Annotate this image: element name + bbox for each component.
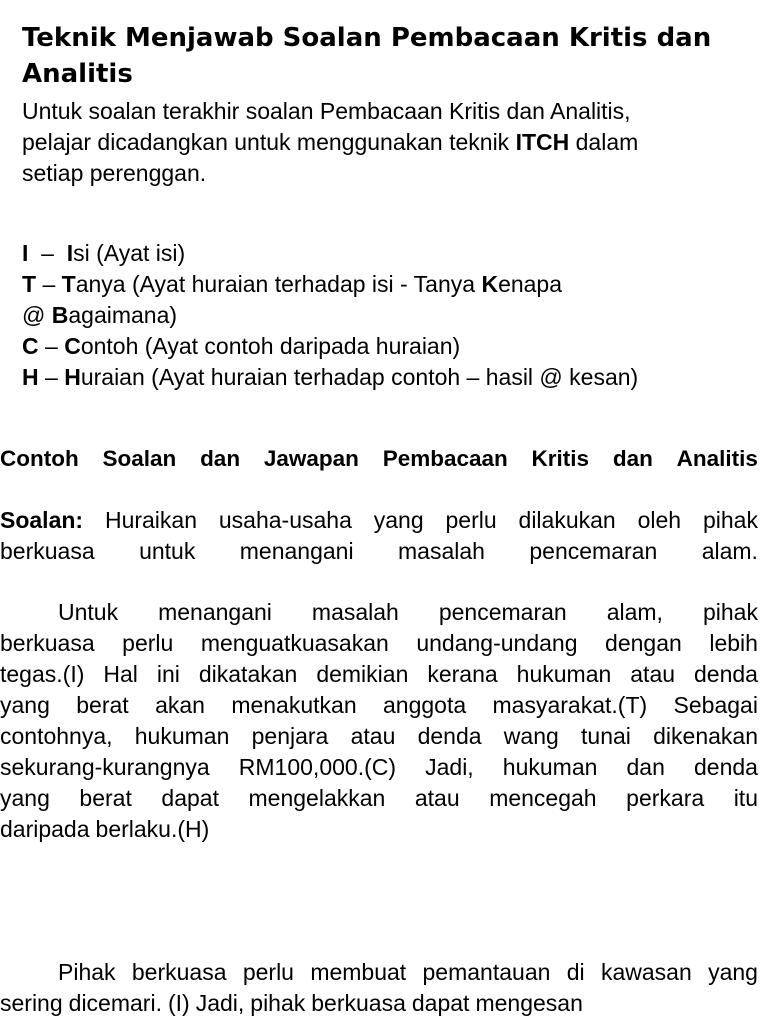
word: kerana bbox=[427, 661, 498, 687]
word: anggota bbox=[383, 692, 467, 718]
word: undang-undang bbox=[416, 630, 578, 656]
word: pihak bbox=[702, 507, 758, 533]
question-paragraph bbox=[0, 505, 758, 567]
word: dikenakan bbox=[653, 723, 758, 749]
itch-letter: C bbox=[22, 333, 39, 359]
word: perlu bbox=[122, 630, 174, 656]
word: oleh bbox=[637, 507, 682, 533]
word: menangani bbox=[158, 599, 272, 625]
word: usaha-usaha bbox=[218, 507, 352, 533]
word: dilakukan bbox=[518, 507, 616, 533]
word: untuk bbox=[139, 538, 196, 564]
word: denda bbox=[417, 723, 482, 749]
word: berkuasa bbox=[131, 959, 227, 985]
itch-item-i bbox=[22, 238, 752, 269]
heading-word: Analitis bbox=[676, 446, 758, 471]
word: Huraikan bbox=[104, 507, 197, 533]
itch-initial: K bbox=[481, 271, 499, 297]
word: penjara bbox=[251, 723, 329, 749]
itch-dash: – bbox=[38, 333, 65, 359]
heading-word: Kritis bbox=[531, 446, 590, 471]
word: berkuasa bbox=[0, 630, 95, 656]
answer-paragraph-2 bbox=[0, 957, 758, 1019]
word: kawasan bbox=[600, 959, 692, 985]
word: menangani bbox=[239, 538, 354, 564]
itch-initial: I bbox=[66, 240, 74, 266]
word: pihak bbox=[250, 990, 306, 1016]
word: sekurang-kurangnya bbox=[0, 754, 210, 780]
itch-item-h bbox=[22, 362, 752, 393]
itch-letter: H bbox=[22, 364, 39, 390]
answer-line bbox=[0, 814, 758, 845]
word: denda bbox=[693, 754, 758, 780]
answer-line bbox=[0, 721, 758, 752]
word: dan bbox=[626, 754, 665, 780]
word: RM100,000.(C) bbox=[238, 754, 397, 780]
word: mengesan bbox=[475, 990, 583, 1016]
intro-line: Untuk soalan terakhir soalan Pembacaan Kritis dan Analitis, bbox=[22, 98, 631, 124]
section-heading bbox=[0, 444, 758, 474]
itch-initial: H bbox=[64, 364, 81, 390]
itch-description: anya (Ayat huraian terhadap isi - Tanya bbox=[75, 271, 482, 297]
itch-description: si (Ayat isi) bbox=[73, 240, 186, 266]
word: wang bbox=[503, 723, 559, 749]
word: hukuman bbox=[502, 754, 598, 780]
word: perkara bbox=[626, 785, 705, 811]
word: demikian bbox=[316, 661, 409, 687]
answer-line bbox=[0, 752, 758, 783]
heading-word: dan bbox=[612, 446, 653, 471]
itch-description: ontoh (Ayat contoh daripada huraian) bbox=[80, 333, 461, 359]
word: mengelakkan bbox=[248, 785, 386, 811]
itch-list bbox=[22, 238, 752, 393]
word: yang bbox=[708, 959, 758, 985]
word: Sebagai bbox=[673, 692, 758, 718]
word: perlu bbox=[445, 507, 497, 533]
word: dicemari. bbox=[68, 990, 162, 1016]
itch-item-t-cont bbox=[22, 300, 752, 331]
word: berkuasa bbox=[311, 990, 406, 1016]
itch-description: enapa bbox=[498, 271, 563, 297]
word: yang bbox=[0, 785, 50, 811]
itch-initial: T bbox=[61, 271, 76, 297]
answer-line bbox=[0, 957, 758, 988]
word: berat bbox=[76, 692, 129, 718]
word: akan bbox=[155, 692, 205, 718]
itch-description: uraian (Ayat huraian terhadap contoh – hasil @ kesan) bbox=[80, 364, 639, 390]
itch-item-c bbox=[22, 331, 752, 362]
word: alam, bbox=[606, 599, 663, 625]
question-line bbox=[0, 536, 758, 567]
heading-word: Soalan bbox=[102, 446, 177, 471]
word: mencegah bbox=[489, 785, 597, 811]
itch-item-t bbox=[22, 269, 752, 300]
word: berkuasa bbox=[0, 538, 95, 564]
word: Jadi, bbox=[425, 754, 474, 780]
word: alam. bbox=[701, 538, 758, 564]
word: atau bbox=[630, 661, 676, 687]
intro-line bbox=[22, 127, 742, 158]
word: dapat bbox=[161, 785, 219, 811]
word: Pihak bbox=[58, 959, 116, 985]
word: dengan bbox=[605, 630, 682, 656]
itch-description: agaimana) bbox=[68, 302, 178, 328]
word: Jadi, bbox=[195, 990, 245, 1016]
itch-dash: – bbox=[38, 364, 65, 390]
word: atau bbox=[414, 785, 460, 811]
itch-initial: C bbox=[64, 333, 81, 359]
word: pihak bbox=[702, 599, 758, 625]
intro-paragraph bbox=[22, 96, 742, 189]
word: dikatakan bbox=[198, 661, 298, 687]
word: tegas.(I) bbox=[0, 661, 85, 687]
word: hukuman bbox=[134, 723, 230, 749]
word: atau bbox=[350, 723, 396, 749]
intro-text: dalam bbox=[569, 129, 639, 155]
word: Hal bbox=[103, 661, 138, 687]
word: di bbox=[566, 959, 585, 985]
answer-line bbox=[0, 628, 758, 659]
answer-line bbox=[0, 659, 758, 690]
answer-paragraph-1 bbox=[0, 597, 758, 845]
word: hukuman bbox=[516, 661, 612, 687]
itch-initial: B bbox=[51, 302, 69, 328]
word: pencemaran bbox=[529, 538, 658, 564]
itch-letter: I bbox=[22, 240, 29, 266]
word: tunai bbox=[581, 723, 631, 749]
document-title: Teknik Menjawab Soalan Pembacaan Kritis dan Analitis bbox=[22, 23, 712, 89]
word: itu bbox=[733, 785, 758, 811]
word: lebih bbox=[709, 630, 758, 656]
word: menguatkuasakan bbox=[200, 630, 389, 656]
word: berlaku.(H) bbox=[95, 816, 210, 842]
word: pencemaran bbox=[438, 599, 567, 625]
word: yang bbox=[373, 507, 424, 533]
answer-line bbox=[0, 690, 758, 721]
itch-letter: T bbox=[22, 271, 37, 297]
heading-word: Contoh bbox=[0, 446, 79, 471]
itch-description: @ bbox=[22, 302, 52, 328]
word: berat bbox=[79, 785, 132, 811]
heading-word: Pembacaan bbox=[382, 446, 508, 471]
heading-word: Jawapan bbox=[263, 446, 359, 471]
word: menakutkan bbox=[231, 692, 357, 718]
itch-dash: – bbox=[28, 240, 67, 266]
word: ini bbox=[156, 661, 180, 687]
heading-word: dan bbox=[200, 446, 241, 471]
word: masalah bbox=[398, 538, 485, 564]
word: yang bbox=[0, 692, 50, 718]
answer-line bbox=[0, 597, 758, 628]
word: pemantauan bbox=[422, 959, 551, 985]
word: masalah bbox=[311, 599, 399, 625]
word: Untuk bbox=[58, 599, 119, 625]
answer-line bbox=[0, 988, 758, 1019]
intro-text: pelajar dicadangkan untuk menggunakan teknik bbox=[22, 129, 516, 155]
word: daripada bbox=[0, 816, 90, 842]
word: masyarakat.(T) bbox=[492, 692, 648, 718]
word: perlu bbox=[242, 959, 294, 985]
question-label: Soalan: bbox=[0, 507, 84, 533]
intro-line: setiap perenggan. bbox=[22, 160, 207, 186]
itch-keyword: ITCH bbox=[515, 129, 570, 155]
word: contohnya, bbox=[0, 723, 113, 749]
word: dapat bbox=[411, 990, 470, 1016]
question-line bbox=[0, 505, 758, 536]
word: membuat bbox=[310, 959, 407, 985]
itch-dash: – bbox=[36, 271, 62, 297]
word: sering bbox=[0, 990, 63, 1016]
word: denda bbox=[694, 661, 758, 687]
word: (I) bbox=[167, 990, 190, 1016]
answer-line bbox=[0, 783, 758, 814]
